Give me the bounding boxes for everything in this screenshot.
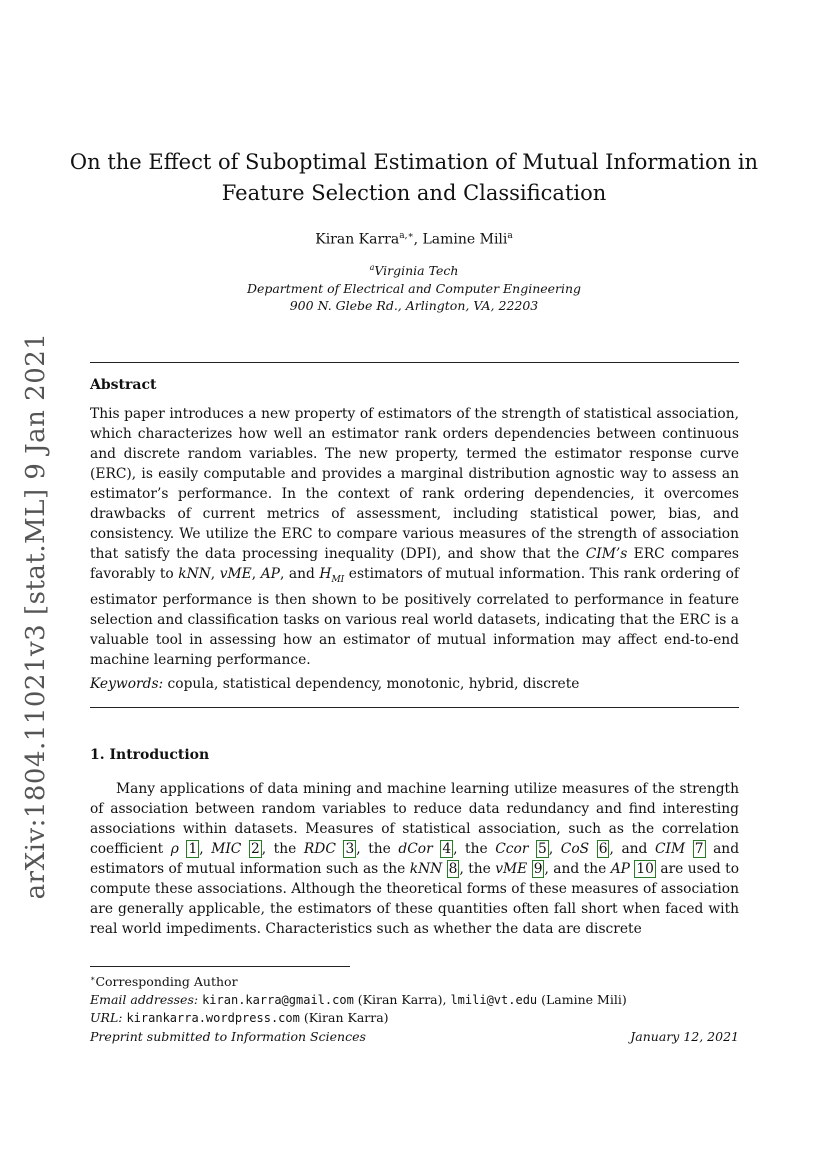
citation-link[interactable]: 9 bbox=[533, 861, 543, 877]
abstract-vme: vME bbox=[219, 566, 252, 582]
intro-rdc: RDC bbox=[303, 841, 336, 857]
affiliation-mark: a bbox=[369, 263, 375, 272]
citation-link[interactable]: 1 bbox=[188, 841, 198, 857]
intro-ap: AP bbox=[610, 861, 630, 877]
intro-rho: ρ bbox=[170, 841, 179, 857]
email-karra-name: (Kiran Karra), bbox=[353, 992, 451, 1008]
author-list bbox=[0, 231, 828, 248]
footnote-url bbox=[90, 1009, 739, 1027]
abstract-text-2: ERC compares favorably to bbox=[90, 546, 739, 582]
intro-vme: vME bbox=[495, 861, 528, 877]
author-mili-mark: a bbox=[507, 231, 513, 241]
intro-ccor: Ccor bbox=[495, 841, 529, 857]
keywords-text: copula, statistical dependency, monotonic, hybrid, discrete bbox=[163, 676, 580, 692]
author-separator: , bbox=[413, 231, 423, 248]
abstract-hmi-subscript: MI bbox=[331, 574, 345, 585]
footnotes bbox=[90, 970, 739, 1027]
abstract-bottom-rule bbox=[90, 707, 739, 708]
abstract-text-3: estimators of mutual information. This rank ordering of estimator performance is then shown to be positively correlated to performance in feature selection and classification tasks on various real world datasets, indicating that the ERC is a valuable tool in assessing how an estimator of mutual information may affect end-to-end machine learning performance. bbox=[90, 566, 739, 668]
intro-mic: MIC bbox=[211, 841, 242, 857]
arxiv-identifier[interactable]: arXiv:1804.11021v3 [stat.ML] 9 Jan 2021 bbox=[21, 332, 51, 900]
citation-link[interactable]: 2 bbox=[250, 841, 260, 857]
abstract-cim: CIM’s bbox=[585, 546, 628, 562]
paper-title: On the Effect of Suboptimal Estimation of Mutual Information in Feature Selection and Classification bbox=[69, 150, 759, 205]
email-karra[interactable]: kiran.karra@gmail.com bbox=[202, 993, 354, 1008]
intro-text: , and the bbox=[544, 861, 611, 877]
intro-cos: CoS bbox=[560, 841, 590, 857]
abstract-sep-2: , bbox=[251, 566, 261, 582]
citation-link[interactable]: 10 bbox=[636, 861, 654, 877]
email-label: Email addresses: bbox=[90, 992, 199, 1008]
url-label: URL: bbox=[90, 1010, 123, 1026]
abstract-sep-3: , and bbox=[279, 566, 320, 582]
affiliation-institution bbox=[0, 263, 828, 278]
keywords bbox=[90, 676, 739, 692]
intro-text: , the bbox=[356, 841, 399, 857]
intro-text: , bbox=[548, 841, 561, 857]
affiliation-department: Department of Electrical and Computer Engineering bbox=[246, 281, 582, 296]
citation-link[interactable]: 4 bbox=[442, 841, 452, 857]
section-heading-introduction: 1. Introduction bbox=[90, 747, 210, 763]
email-mili-name: (Lamine Mili) bbox=[537, 992, 627, 1008]
keywords-label: Keywords: bbox=[90, 676, 164, 692]
intro-text: and estimators of mutual information such as the bbox=[90, 841, 740, 877]
preprint-date: January 12, 2021 bbox=[630, 1029, 739, 1044]
abstract-sep-1: , bbox=[210, 566, 220, 582]
email-mili[interactable]: lmili@vt.edu bbox=[450, 993, 538, 1008]
citation-link[interactable]: 8 bbox=[448, 861, 458, 877]
abstract-top-rule bbox=[90, 362, 739, 363]
abstract-heading: Abstract bbox=[90, 377, 157, 393]
url-name: (Kiran Karra) bbox=[299, 1010, 389, 1026]
affiliation-institution-text: Virginia Tech bbox=[374, 263, 459, 279]
intro-knn: kNN bbox=[409, 861, 443, 877]
preprint-notice: Preprint submitted to Information Sciences bbox=[90, 1029, 366, 1044]
citation-link[interactable]: 6 bbox=[598, 841, 608, 857]
intro-dcor: dCor bbox=[398, 841, 433, 857]
footnote-corresponding-text: Corresponding Author bbox=[95, 974, 238, 990]
abstract-knn: kNN bbox=[178, 566, 211, 582]
url-link[interactable]: kirankarra.wordpress.com bbox=[126, 1011, 300, 1026]
citation-link[interactable]: 3 bbox=[345, 841, 355, 857]
intro-text: , bbox=[199, 841, 212, 857]
footnote-mark: ∗ bbox=[90, 974, 96, 983]
abstract-ap: AP bbox=[260, 566, 280, 582]
citation-link[interactable]: 5 bbox=[538, 841, 547, 857]
intro-text: , the bbox=[261, 841, 304, 857]
intro-cim: CIM bbox=[654, 841, 686, 857]
footnote-corresponding bbox=[90, 970, 739, 991]
intro-text: , the bbox=[453, 841, 496, 857]
abstract-body bbox=[90, 404, 739, 670]
citation-link[interactable]: 7 bbox=[694, 841, 704, 857]
author-mili: Lamine Mili bbox=[422, 231, 508, 248]
author-karra-mark: a,∗ bbox=[399, 231, 414, 241]
footnote-emails bbox=[90, 991, 739, 1009]
intro-text: are used to compute these associations. Although the theoretical forms of these measures of association are generally applicable, the estimators of these quantities often fall short when faced with real world impediments. Characteristics such as whether the data are discrete bbox=[90, 861, 740, 937]
footnote-rule bbox=[90, 966, 350, 967]
intro-text: , the bbox=[459, 861, 496, 877]
introduction-paragraph bbox=[90, 779, 739, 939]
affiliation-address: 900 N. Glebe Rd., Arlington, VA, 22203 bbox=[289, 298, 539, 313]
author-karra: Kiran Karra bbox=[315, 231, 400, 248]
abstract-hmi: H bbox=[319, 566, 332, 582]
intro-text: Many applications of data mining and machine learning utilize measures of the strength of association between random variables to reduce data redundancy and find interesting associations within datasets. Measures of statistical association, such as the correlation coefficient bbox=[90, 781, 739, 857]
intro-text: , and bbox=[609, 841, 655, 857]
abstract-text-1: This paper introduces a new property of estimators of the strength of statistical association, which characterizes how well an estimator rank orders dependencies between continuous and discrete random variables. The new property, termed the estimator response curve (ERC), is easily computable and provides a marginal distribution agnostic way to assess an estimator’s performance. In the context of rank ordering dependencies, it overcomes drawbacks of current metrics of assessment, including statistical power, bias, and consistency. We utilize the ERC to compare various measures of the strength of association that satisfy the data processing inequality (DPI), and show that the bbox=[90, 406, 739, 562]
